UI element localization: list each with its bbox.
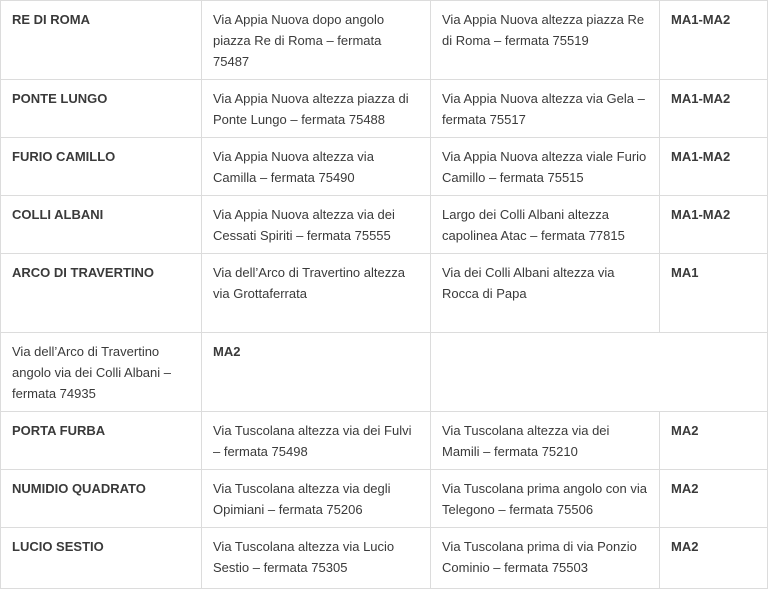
- table-row: [1, 254, 768, 333]
- direction-2-cell: Via Appia Nuova altezza via Gela – fermata 75517: [431, 80, 660, 138]
- direction-2-cell: Via Tuscolana altezza via dei Mamili – fermata 75210: [431, 412, 660, 470]
- direction-2-cell: Largo dei Colli Albani altezza capolinea Atac – fermata 77815: [431, 196, 660, 254]
- table-row: [1, 138, 768, 196]
- lines-cell: MA1-MA2: [660, 80, 768, 138]
- direction-2-cell: Via Tuscolana prima angolo con via Telegono – fermata 75506: [431, 470, 660, 528]
- lines-cell: MA1-MA2: [660, 196, 768, 254]
- direction-1-cell: Via Appia Nuova altezza via dei Cessati Spiriti – fermata 75555: [202, 196, 431, 254]
- table-row: [1, 1, 768, 80]
- stop-name-cell: PONTE LUNGO: [1, 80, 202, 138]
- direction-1-cell: Via Tuscolana altezza via Lucio Sestio – fermata 75305: [202, 528, 431, 589]
- empty-cell: [431, 333, 768, 412]
- table-row: [1, 196, 768, 254]
- lines-cell: MA2: [202, 333, 431, 412]
- stop-name-cell: FURIO CAMILLO: [1, 138, 202, 196]
- table-row: [1, 333, 768, 412]
- direction-1-cell: Via dell’Arco di Travertino altezza via Grottaferrata: [202, 254, 431, 333]
- lines-cell: MA1: [660, 254, 768, 333]
- stop-name-cell: COLLI ALBANI: [1, 196, 202, 254]
- direction-1-cell: Via Appia Nuova altezza via Camilla – fermata 75490: [202, 138, 431, 196]
- lines-cell: MA1-MA2: [660, 1, 768, 80]
- table-row: [1, 412, 768, 470]
- lines-cell: MA2: [660, 412, 768, 470]
- direction-1-cell: Via Appia Nuova dopo angolo piazza Re di Roma – fermata 75487: [202, 1, 431, 80]
- direction-2-cell: Via dei Colli Albani altezza via Rocca di Papa: [431, 254, 660, 333]
- direction-2-cell: Via Tuscolana prima di via Ponzio Cominio – fermata 75503: [431, 528, 660, 589]
- extra-stop-cell: Via dell’Arco di Travertino angolo via dei Colli Albani – fermata 74935: [1, 333, 202, 412]
- table-row: [1, 470, 768, 528]
- lines-cell: MA2: [660, 470, 768, 528]
- direction-2-cell: Via Appia Nuova altezza piazza Re di Roma – fermata 75519: [431, 1, 660, 80]
- table-row: [1, 80, 768, 138]
- direction-1-cell: Via Tuscolana altezza via dei Fulvi – fermata 75498: [202, 412, 431, 470]
- direction-1-cell: Via Appia Nuova altezza piazza di Ponte Lungo – fermata 75488: [202, 80, 431, 138]
- stop-name-cell: ARCO DI TRAVERTINO: [1, 254, 202, 333]
- stop-name-cell: PORTA FURBA: [1, 412, 202, 470]
- lines-cell: MA2: [660, 528, 768, 589]
- table-row: [1, 528, 768, 589]
- lines-cell: MA1-MA2: [660, 138, 768, 196]
- direction-2-cell: Via Appia Nuova altezza viale Furio Camillo – fermata 75515: [431, 138, 660, 196]
- stop-name-cell: RE DI ROMA: [1, 1, 202, 80]
- stop-name-cell: NUMIDIO QUADRATO: [1, 470, 202, 528]
- direction-1-cell: Via Tuscolana altezza via degli Opimiani – fermata 75206: [202, 470, 431, 528]
- stop-name-cell: LUCIO SESTIO: [1, 528, 202, 589]
